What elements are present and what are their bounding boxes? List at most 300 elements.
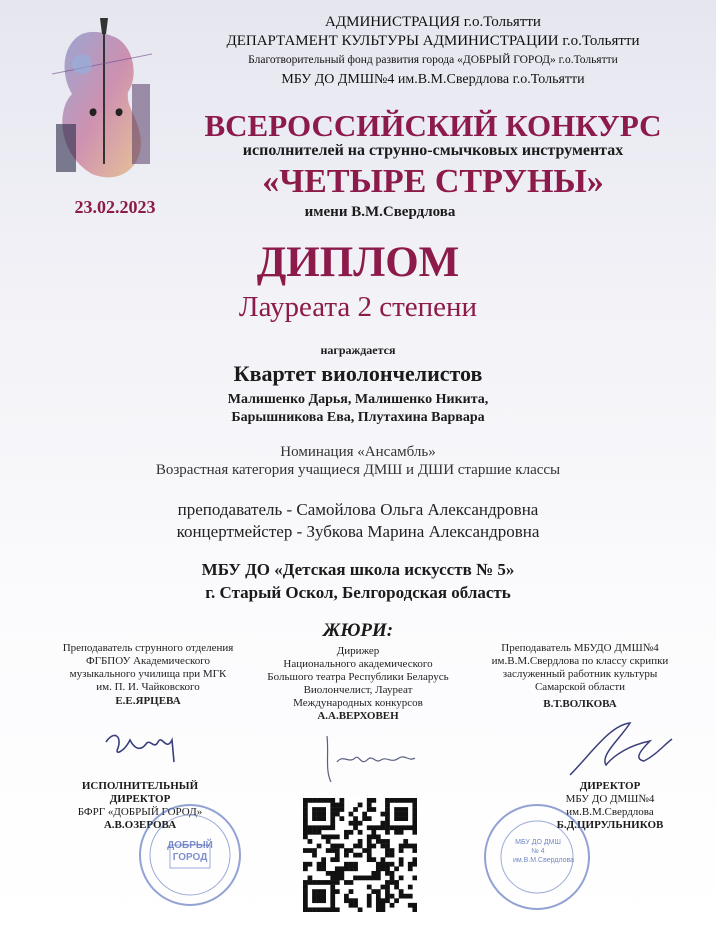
qr-module bbox=[376, 871, 381, 876]
qr-module bbox=[317, 816, 322, 821]
qr-module bbox=[390, 894, 395, 899]
qr-module bbox=[321, 898, 326, 903]
qr-module bbox=[312, 816, 317, 821]
qr-module bbox=[399, 876, 404, 881]
qr-module bbox=[321, 894, 326, 899]
qr-module bbox=[317, 798, 322, 803]
qr-module bbox=[303, 803, 308, 808]
jury-middle-line-2: Национального академического bbox=[283, 658, 433, 670]
qr-module bbox=[317, 830, 322, 835]
qr-module bbox=[376, 825, 381, 830]
qr-module bbox=[381, 885, 386, 890]
qr-module bbox=[303, 862, 308, 867]
qr-module bbox=[367, 853, 372, 858]
qr-module bbox=[399, 830, 404, 835]
qr-module bbox=[344, 862, 349, 867]
qr-module bbox=[353, 825, 358, 830]
qr-module bbox=[385, 898, 390, 903]
qr-module bbox=[358, 839, 363, 844]
stamp-right bbox=[480, 800, 595, 915]
qr-module bbox=[385, 848, 390, 853]
qr-module bbox=[390, 825, 395, 830]
qr-module bbox=[344, 848, 349, 853]
qr-module bbox=[399, 862, 404, 867]
qr-module bbox=[335, 812, 340, 817]
qr-module bbox=[403, 812, 408, 817]
qr-module bbox=[339, 866, 344, 871]
qr-module bbox=[303, 907, 308, 912]
qr-module bbox=[408, 866, 413, 871]
jury-left-line-2: ФГБПОУ Академического bbox=[85, 655, 211, 667]
qr-module bbox=[339, 876, 344, 881]
qr-module bbox=[412, 825, 417, 830]
qr-module bbox=[317, 880, 322, 885]
qr-module bbox=[390, 853, 395, 858]
qr-module bbox=[349, 903, 354, 908]
qr-module bbox=[344, 880, 349, 885]
qr-module bbox=[353, 853, 358, 858]
qr-module bbox=[403, 839, 408, 844]
qr-module bbox=[330, 798, 335, 803]
qr-module bbox=[339, 803, 344, 808]
qr-module bbox=[303, 848, 308, 853]
qr-module bbox=[335, 857, 340, 862]
qr-module bbox=[399, 825, 404, 830]
qr-module bbox=[303, 889, 308, 894]
qr-module bbox=[381, 825, 386, 830]
qr-module bbox=[326, 880, 331, 885]
qr-module bbox=[353, 807, 358, 812]
qr-module bbox=[399, 894, 404, 899]
qr-module bbox=[385, 862, 390, 867]
qr-module bbox=[394, 866, 399, 871]
signatory-right-line-1: ДИРЕКТОР bbox=[579, 780, 641, 792]
qr-module bbox=[376, 894, 381, 899]
qr-module bbox=[371, 834, 376, 839]
qr-module bbox=[385, 839, 390, 844]
qr-module bbox=[353, 903, 358, 908]
qr-module bbox=[394, 816, 399, 821]
contest-name: «ЧЕТЫРЕ СТРУНЫ» bbox=[262, 163, 604, 200]
qr-module bbox=[376, 903, 381, 908]
qr-module bbox=[412, 807, 417, 812]
qr-module bbox=[326, 798, 331, 803]
qr-module bbox=[303, 866, 308, 871]
accompanist: концертмейстер - Зубкова Марина Александровна bbox=[176, 522, 540, 541]
qr-module bbox=[330, 816, 335, 821]
contest-named-after: имени В.М.Свердлова bbox=[304, 204, 456, 220]
jury-middle-line-1: Дирижер bbox=[336, 645, 380, 657]
qr-module bbox=[399, 816, 404, 821]
qr-module bbox=[412, 857, 417, 862]
qr-module bbox=[408, 885, 413, 890]
jury-left-line-1: Преподаватель струнного отделения bbox=[62, 642, 234, 654]
qr-module bbox=[358, 853, 363, 858]
qr-module bbox=[412, 862, 417, 867]
qr-module bbox=[335, 844, 340, 849]
qr-module bbox=[321, 889, 326, 894]
qr-module bbox=[399, 848, 404, 853]
jury-right-line-1: Преподаватель МБУДО ДМШ№4 bbox=[501, 642, 659, 654]
qr-module bbox=[394, 898, 399, 903]
qr-module bbox=[390, 862, 395, 867]
jury-left bbox=[38, 642, 258, 708]
qr-module bbox=[317, 825, 322, 830]
qr-module bbox=[317, 866, 322, 871]
qr-module bbox=[403, 894, 408, 899]
qr-module bbox=[344, 830, 349, 835]
qr-module bbox=[399, 798, 404, 803]
jury-right-name: В.Т.ВОЛКОВА bbox=[543, 698, 617, 710]
qr-module bbox=[412, 907, 417, 912]
qr-module bbox=[385, 821, 390, 826]
qr-module bbox=[344, 853, 349, 858]
qr-module bbox=[394, 885, 399, 890]
signature-right bbox=[560, 715, 680, 785]
qr-module bbox=[408, 825, 413, 830]
qr-module bbox=[326, 871, 331, 876]
qr-module bbox=[367, 898, 372, 903]
qr-module bbox=[376, 889, 381, 894]
qr-module bbox=[385, 885, 390, 890]
ensemble-name: Квартет виолончелистов bbox=[233, 361, 483, 386]
qr-module bbox=[394, 798, 399, 803]
qr-module bbox=[335, 880, 340, 885]
header-line-4: МБУ ДО ДМШ№4 им.В.М.Свердлова г.о.Тольятти bbox=[281, 72, 585, 87]
qr-module bbox=[330, 821, 335, 826]
qr-module bbox=[367, 816, 372, 821]
qr-module bbox=[353, 821, 358, 826]
qr-module bbox=[362, 812, 367, 817]
cello-illustration bbox=[42, 14, 160, 184]
qr-module bbox=[367, 834, 372, 839]
qr-module bbox=[312, 898, 317, 903]
qr-module bbox=[385, 853, 390, 858]
qr-module bbox=[385, 830, 390, 835]
qr-module bbox=[358, 844, 363, 849]
qr-module bbox=[362, 816, 367, 821]
qr-module bbox=[326, 825, 331, 830]
qr-module bbox=[408, 894, 413, 899]
qr-module bbox=[394, 807, 399, 812]
contest-title: ВСЕРОССИЙСКИЙ КОНКУРС bbox=[204, 108, 662, 143]
qr-module bbox=[349, 812, 354, 817]
contest-date: 23.02.2023 bbox=[74, 197, 156, 217]
header-line-1: АДМИНИСТРАЦИЯ г.о.Тольятти bbox=[325, 14, 541, 30]
signature-left bbox=[100, 722, 190, 772]
qr-module bbox=[312, 894, 317, 899]
qr-module bbox=[330, 876, 335, 881]
qr-module bbox=[317, 844, 322, 849]
qr-module bbox=[403, 825, 408, 830]
qr-module bbox=[308, 825, 313, 830]
signatory-right-line-2: МБУ ДО ДМШ№4 bbox=[565, 793, 655, 805]
qr-module bbox=[362, 848, 367, 853]
qr-module bbox=[390, 880, 395, 885]
jury-right-line-4: Самарской области bbox=[534, 681, 626, 693]
qr-module bbox=[312, 848, 317, 853]
signatory-left-line-3: БФРГ «ДОБРЫЙ ГОРОД» bbox=[77, 806, 203, 818]
qr-module bbox=[335, 889, 340, 894]
qr-module bbox=[308, 876, 313, 881]
school-name: МБУ ДО «Детская школа искусств № 5» bbox=[201, 560, 515, 579]
qr-module bbox=[312, 825, 317, 830]
jury-left-line-4: им. П. И. Чайковского bbox=[96, 681, 200, 693]
qr-module bbox=[349, 898, 354, 903]
qr-module bbox=[330, 803, 335, 808]
qr-module bbox=[353, 844, 358, 849]
qr-module bbox=[376, 898, 381, 903]
qr-module bbox=[308, 907, 313, 912]
qr-module bbox=[344, 834, 349, 839]
qr-module bbox=[399, 857, 404, 862]
qr-module bbox=[335, 907, 340, 912]
qr-module bbox=[317, 898, 322, 903]
qr-module bbox=[326, 907, 331, 912]
qr-module bbox=[321, 857, 326, 862]
qr-module bbox=[358, 803, 363, 808]
qr-module bbox=[308, 798, 313, 803]
qr-module bbox=[335, 866, 340, 871]
qr-code bbox=[303, 798, 417, 912]
jury-middle-line-3: Большого театра Республики Беларусь bbox=[267, 671, 449, 683]
qr-module bbox=[385, 871, 390, 876]
qr-module bbox=[303, 898, 308, 903]
qr-module bbox=[335, 803, 340, 808]
qr-module bbox=[335, 807, 340, 812]
qr-module bbox=[358, 907, 363, 912]
qr-module bbox=[303, 821, 308, 826]
qr-module bbox=[412, 848, 417, 853]
qr-module bbox=[408, 844, 413, 849]
qr-module bbox=[317, 907, 322, 912]
qr-module bbox=[349, 862, 354, 867]
stamp-left bbox=[135, 800, 245, 910]
qr-module bbox=[367, 876, 372, 881]
jury-title: ЖЮРИ: bbox=[322, 620, 394, 641]
qr-module bbox=[335, 871, 340, 876]
qr-module bbox=[321, 825, 326, 830]
qr-module bbox=[376, 839, 381, 844]
qr-module bbox=[353, 866, 358, 871]
qr-module bbox=[303, 812, 308, 817]
qr-module bbox=[403, 844, 408, 849]
qr-module bbox=[353, 898, 358, 903]
qr-module bbox=[371, 798, 376, 803]
teacher: преподаватель - Самойлова Ольга Александровна bbox=[177, 500, 539, 519]
qr-module bbox=[385, 880, 390, 885]
qr-module bbox=[385, 889, 390, 894]
signature-middle bbox=[315, 730, 425, 790]
diploma-degree: Лауреата 2 степени bbox=[238, 291, 478, 323]
qr-module bbox=[303, 807, 308, 812]
qr-module bbox=[339, 798, 344, 803]
header-line-2: ДЕПАРТАМЕНТ КУЛЬТУРЫ АДМИНИСТРАЦИИ г.о.Тольятти bbox=[226, 33, 640, 49]
qr-module bbox=[412, 903, 417, 908]
qr-module bbox=[376, 876, 381, 881]
qr-module bbox=[367, 807, 372, 812]
qr-module bbox=[403, 798, 408, 803]
signatory-left-line-1: ИСПОЛНИТЕЛЬНЫЙ bbox=[81, 780, 199, 792]
qr-module bbox=[326, 839, 331, 844]
qr-module bbox=[317, 807, 322, 812]
diploma-title: ДИПЛОМ bbox=[256, 239, 460, 286]
qr-module bbox=[381, 839, 386, 844]
qr-module bbox=[303, 885, 308, 890]
qr-module bbox=[330, 871, 335, 876]
school-city: г. Старый Оскол, Белгородская область bbox=[205, 583, 511, 602]
qr-module bbox=[321, 807, 326, 812]
qr-module bbox=[312, 880, 317, 885]
qr-module bbox=[385, 798, 390, 803]
jury-right bbox=[465, 642, 695, 711]
qr-module bbox=[367, 894, 372, 899]
signatory-left-line-2: ДИРЕКТОР bbox=[109, 793, 171, 805]
nomination: Номинация «Ансамбль» bbox=[280, 444, 436, 460]
qr-module bbox=[349, 848, 354, 853]
qr-module bbox=[303, 834, 308, 839]
qr-module bbox=[326, 834, 331, 839]
qr-module bbox=[353, 876, 358, 881]
qr-module bbox=[335, 876, 340, 881]
qr-module bbox=[303, 798, 308, 803]
qr-module bbox=[394, 825, 399, 830]
qr-module bbox=[381, 898, 386, 903]
qr-module bbox=[330, 903, 335, 908]
qr-module bbox=[376, 834, 381, 839]
qr-module bbox=[385, 894, 390, 899]
qr-module bbox=[330, 825, 335, 830]
qr-module bbox=[312, 807, 317, 812]
qr-module bbox=[312, 812, 317, 817]
qr-module bbox=[399, 844, 404, 849]
signatory-left-name: А.В.ОЗЕРОВА bbox=[103, 819, 177, 831]
members-line-2: Барышникова Ева, Плутахина Варвара bbox=[231, 410, 485, 425]
header-line-3: Благотворительный фонд развития города «ДОБРЫЙ ГОРОД» г.о.Тольятти bbox=[248, 54, 618, 66]
qr-module bbox=[371, 830, 376, 835]
qr-module bbox=[412, 821, 417, 826]
qr-module bbox=[371, 807, 376, 812]
qr-module bbox=[358, 830, 363, 835]
qr-module bbox=[330, 889, 335, 894]
qr-module bbox=[394, 812, 399, 817]
qr-module bbox=[308, 862, 313, 867]
qr-module bbox=[321, 834, 326, 839]
qr-module bbox=[353, 862, 358, 867]
jury-left-line-3: музыкального училища при МГК bbox=[69, 668, 227, 680]
qr-module bbox=[399, 807, 404, 812]
qr-module bbox=[358, 876, 363, 881]
members-line-1: Малишенко Дарья, Малишенко Никита, bbox=[227, 392, 489, 407]
qr-module bbox=[358, 821, 363, 826]
qr-module bbox=[367, 839, 372, 844]
qr-module bbox=[408, 903, 413, 908]
qr-module bbox=[330, 907, 335, 912]
stamp-left-text: ДОБРЫЙ ГОРОД bbox=[167, 840, 213, 863]
signatory-right-line-3: им.В.М.Свердлова bbox=[566, 806, 654, 818]
qr-module bbox=[303, 816, 308, 821]
qr-module bbox=[308, 848, 313, 853]
qr-module bbox=[394, 880, 399, 885]
qr-module bbox=[371, 844, 376, 849]
qr-module bbox=[362, 876, 367, 881]
qr-module bbox=[367, 798, 372, 803]
qr-module bbox=[321, 798, 326, 803]
qr-module bbox=[376, 866, 381, 871]
qr-module bbox=[330, 894, 335, 899]
qr-module bbox=[330, 844, 335, 849]
qr-module bbox=[349, 880, 354, 885]
qr-module bbox=[390, 871, 395, 876]
qr-module bbox=[399, 889, 404, 894]
qr-module bbox=[385, 812, 390, 817]
qr-module bbox=[303, 894, 308, 899]
qr-module bbox=[349, 830, 354, 835]
qr-module bbox=[412, 830, 417, 835]
qr-module bbox=[367, 848, 372, 853]
qr-module bbox=[381, 844, 386, 849]
qr-module bbox=[330, 880, 335, 885]
qr-module bbox=[385, 803, 390, 808]
qr-module bbox=[399, 812, 404, 817]
qr-module bbox=[367, 844, 372, 849]
jury-middle-line-4: Виолончелист, Лауреат bbox=[303, 684, 413, 696]
qr-module bbox=[381, 907, 386, 912]
qr-module bbox=[317, 812, 322, 817]
qr-module bbox=[303, 825, 308, 830]
qr-module bbox=[349, 889, 354, 894]
jury-middle bbox=[243, 645, 473, 723]
qr-module bbox=[330, 898, 335, 903]
qr-module bbox=[326, 848, 331, 853]
qr-module bbox=[330, 885, 335, 890]
qr-module bbox=[371, 876, 376, 881]
qr-module bbox=[381, 857, 386, 862]
qr-module bbox=[335, 848, 340, 853]
qr-module bbox=[367, 825, 372, 830]
qr-module bbox=[390, 903, 395, 908]
qr-module bbox=[385, 844, 390, 849]
qr-module bbox=[312, 853, 317, 858]
qr-module bbox=[385, 807, 390, 812]
jury-middle-line-5: Международных конкурсов bbox=[293, 697, 423, 709]
signatory-right-name: Б.Д.ЦИРУЛЬНИКОВ bbox=[556, 819, 664, 831]
qr-module bbox=[339, 871, 344, 876]
contest-subtitle: исполнителей на струнно-смычковых инструментах bbox=[242, 142, 624, 159]
qr-module bbox=[390, 876, 395, 881]
qr-module bbox=[403, 807, 408, 812]
qr-module bbox=[371, 825, 376, 830]
qr-module bbox=[349, 866, 354, 871]
qr-module bbox=[330, 834, 335, 839]
jury-right-line-3: заслуженный работник культуры bbox=[502, 668, 658, 680]
qr-module bbox=[321, 816, 326, 821]
qr-module bbox=[412, 816, 417, 821]
qr-module bbox=[330, 812, 335, 817]
qr-module bbox=[403, 816, 408, 821]
qr-module bbox=[312, 830, 317, 835]
qr-module bbox=[376, 907, 381, 912]
qr-module bbox=[335, 853, 340, 858]
qr-module bbox=[367, 903, 372, 908]
qr-module bbox=[376, 862, 381, 867]
qr-module bbox=[412, 876, 417, 881]
qr-module bbox=[381, 812, 386, 817]
qr-module bbox=[321, 907, 326, 912]
jury-middle-name: А.А.ВЕРХОВЕН bbox=[317, 710, 399, 722]
jury-right-line-2: им.В.М.Свердлова по классу скрипки bbox=[491, 655, 669, 667]
qr-module bbox=[321, 866, 326, 871]
